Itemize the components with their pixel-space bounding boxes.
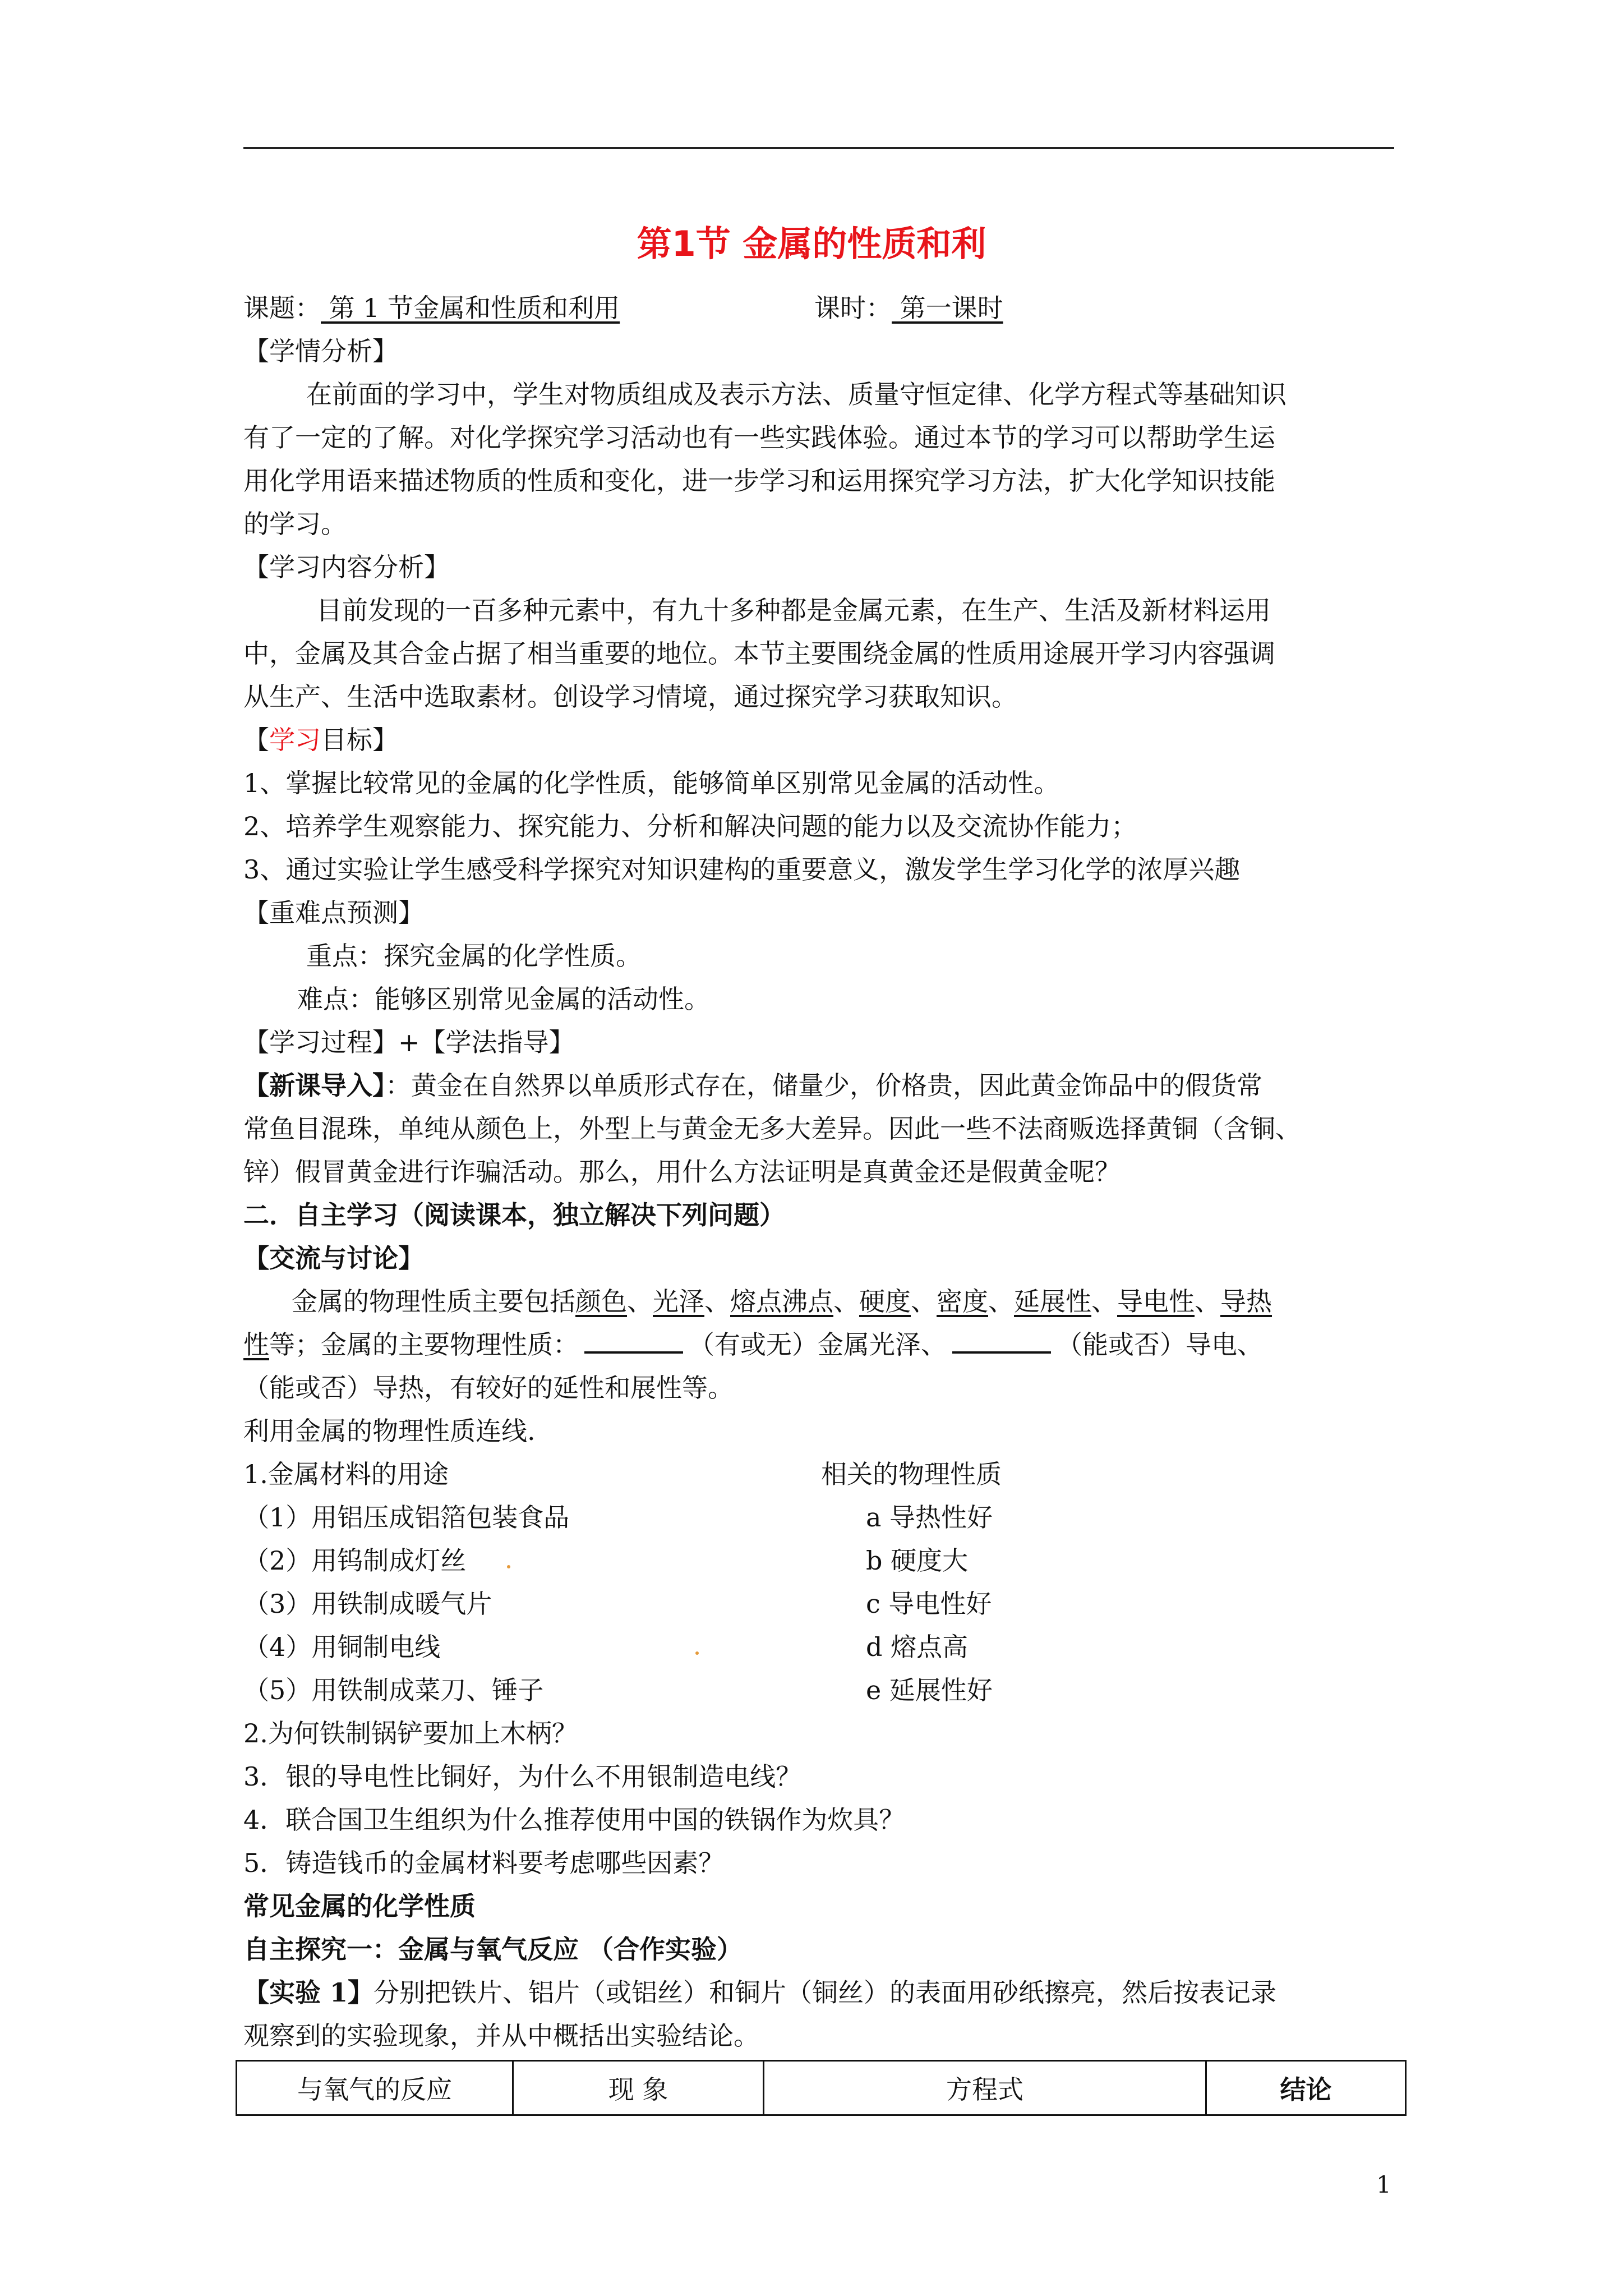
match-left-5: （5）用铁制成菜刀、锤子: [243, 1675, 544, 1705]
period-label: 课时：: [814, 293, 892, 323]
exp-line-2: 观察到的实验现象，并从中概括出实验结论。: [243, 2021, 759, 2051]
period-value: 第一课时: [892, 293, 1003, 323]
match-right-c: c 导电性好: [866, 1589, 992, 1619]
exp-text-1: 分别把铁片、铝片（或铝丝）和铜片（铜丝）的表面用砂纸擦亮，然后按表记录: [374, 1977, 1277, 2008]
match-left-2: （2）用钨制成灯丝: [243, 1545, 467, 1576]
physical-line2-a: 等；金属的主要物理性质：: [269, 1329, 579, 1360]
intro-line-1: [243, 1064, 1262, 1107]
prop-melting: 熔点沸点: [730, 1286, 833, 1317]
match-right-a: a 导热性好: [866, 1502, 993, 1533]
physical-line2-b: （有或无）金属光泽、: [689, 1329, 947, 1360]
exp-line-1: [243, 1971, 1276, 2014]
key-heading: 【重难点预测】: [243, 898, 424, 928]
stray-dot: [507, 1565, 510, 1568]
goal-2: 2、培养学生观察能力、探究能力、分析和解决问题的能力以及交流协作能力；: [243, 811, 1137, 841]
analysis-line-2: 有了一定的了解。对化学探究学习活动也有一些实践体验。通过本节的学习可以帮助学生运: [243, 422, 1275, 453]
match-left-4: （4）用铜制电线: [243, 1632, 441, 1662]
chem-heading: 常见金属的化学性质: [243, 1891, 476, 1921]
discussion-heading: 【交流与讨论】: [243, 1243, 424, 1273]
table-header-phenomenon: 现 象: [514, 2062, 764, 2114]
period-line: [814, 286, 1003, 330]
physical-line-1: 金属的物理性质主要包括颜色、光泽、熔点沸点、硬度、密度、延展性、导电性、导热: [292, 1286, 1272, 1317]
content-line-3: 从生产、生活中选取素材。创设学习情境，通过探究学习获取知识。: [243, 682, 1017, 712]
content-line-2: 中，金属及其合金占据了相当重要的地位。本节主要围绕金属的性质用途展开学习内容强调: [243, 638, 1275, 669]
intro-label: 【新课导入】: [243, 1070, 385, 1101]
match-right-heading: 相关的物理性质: [821, 1459, 1002, 1489]
goal-3: 3、通过实验让学生感受科学探究对知识建构的重要意义，激发学生学习化学的浓厚兴趣: [243, 854, 1241, 885]
match-left-3: （3）用铁制成暖气片: [243, 1589, 492, 1619]
difficult-point: 难点：能够区别常见金属的活动性。: [297, 984, 710, 1014]
table-header-conclusion: 结论: [1280, 2074, 1332, 2105]
experiment-table: [236, 2060, 1407, 2116]
analysis-heading: 【学情分析】: [243, 336, 398, 366]
question-3: 3．银的导电性比铜好，为什么不用银制造电线？: [243, 1761, 802, 1792]
blank-2[interactable]: [952, 1330, 1051, 1354]
process-heading: 【学习过程】+【学法指导】: [243, 1027, 575, 1057]
intro-text-1: ：黄金在自然界以单质形式存在，储量少，价格贵，因此黄金饰品中的假货常: [385, 1070, 1262, 1101]
prop-conductivity: 导电性: [1117, 1286, 1195, 1317]
goals-heading-rest: 目标】: [321, 725, 398, 755]
header-rule: [243, 147, 1394, 149]
physical-line2-c: （能或否）导电、: [1057, 1329, 1263, 1360]
analysis-line-1: 在前面的学习中，学生对物质组成及表示方法、质量守恒定律、化学方程式等基础知识: [306, 379, 1287, 409]
page-number: 1: [1376, 2171, 1391, 2198]
stray-dot: [695, 1651, 699, 1655]
topic-value: 第 1 节金属和性质和利用: [321, 293, 620, 323]
prop-thermal: 导热: [1220, 1286, 1272, 1317]
self-study-heading: 二．自主学习（阅读课本，独立解决下列问题）: [243, 1200, 785, 1230]
prop-luster: 光泽: [653, 1286, 704, 1317]
analysis-line-4: 的学习。: [243, 509, 347, 539]
goal-1: 1、掌握比较常见的金属的化学性质，能够简单区别常见金属的活动性。: [243, 768, 1060, 798]
physical-line-3: （能或否）导热，有较好的延性和展性等。: [243, 1373, 734, 1403]
prop-color: 颜色: [575, 1286, 627, 1317]
goals-heading-red: 学习: [269, 725, 321, 755]
inquiry-heading: 自主探究一：金属与氧气反应 （合作实验）: [243, 1934, 743, 1964]
analysis-line-3: 用化学用语来描述物质的性质和变化，进一步学习和运用探究学习方法，扩大化学知识技能: [243, 466, 1275, 496]
topic-line: [243, 286, 620, 330]
topic-label: 课题：: [243, 293, 321, 323]
blank-1[interactable]: [584, 1330, 683, 1354]
match-right-d: d 熔点高: [866, 1632, 969, 1662]
match-left-heading: 1.金属材料的用途: [243, 1459, 449, 1489]
intro-line-3: 锌）假冒黄金进行诈骗活动。那么，用什么方法证明是真黄金还是假黄金呢？: [243, 1157, 1121, 1187]
content-line-1: 目前发现的一百多种元素中，有九十多种都是金属元素，在生产、生活及新材料运用: [316, 595, 1271, 625]
question-2: 2.为何铁制锅铲要加上木柄？: [243, 1718, 578, 1749]
question-4: 4．联合国卫生组织为什么推荐使用中国的铁锅作为炊具？: [243, 1805, 905, 1835]
page-title: 第1节 金属的性质和利: [637, 223, 986, 264]
match-right-b: b 硬度大: [866, 1545, 969, 1576]
prop-thermal-end: 性: [243, 1329, 269, 1360]
table-header-equation: 方程式: [764, 2062, 1207, 2114]
intro-line-2: 常鱼目混珠，单纯从颜色上，外型上与黄金无多大差异。因此一些不法商贩选择黄铜（含铜、: [243, 1114, 1301, 1144]
match-left-1: （1）用铝压成铝箔包装食品: [243, 1502, 570, 1533]
physical-line-2: [243, 1323, 1263, 1366]
exp-label: 【实验 1】: [243, 1977, 374, 2008]
match-intro: 利用金属的物理性质连线.: [243, 1416, 536, 1446]
question-5: 5．铸造钱币的金属材料要考虑哪些因素？: [243, 1848, 725, 1878]
match-right-e: e 延展性好: [866, 1675, 993, 1705]
prop-hardness: 硬度: [859, 1286, 911, 1317]
goals-heading: [243, 718, 398, 762]
content-heading: 【学习内容分析】: [243, 552, 450, 582]
table-header-reaction: 与氧气的反应: [237, 2062, 514, 2114]
goals-bracket: 【: [243, 725, 269, 755]
physical-intro: 金属的物理性质主要包括: [292, 1286, 575, 1317]
prop-ductility: 延展性: [1014, 1286, 1091, 1317]
prop-density: 密度: [937, 1286, 988, 1317]
key-point: 重点：探究金属的化学性质。: [306, 941, 642, 971]
